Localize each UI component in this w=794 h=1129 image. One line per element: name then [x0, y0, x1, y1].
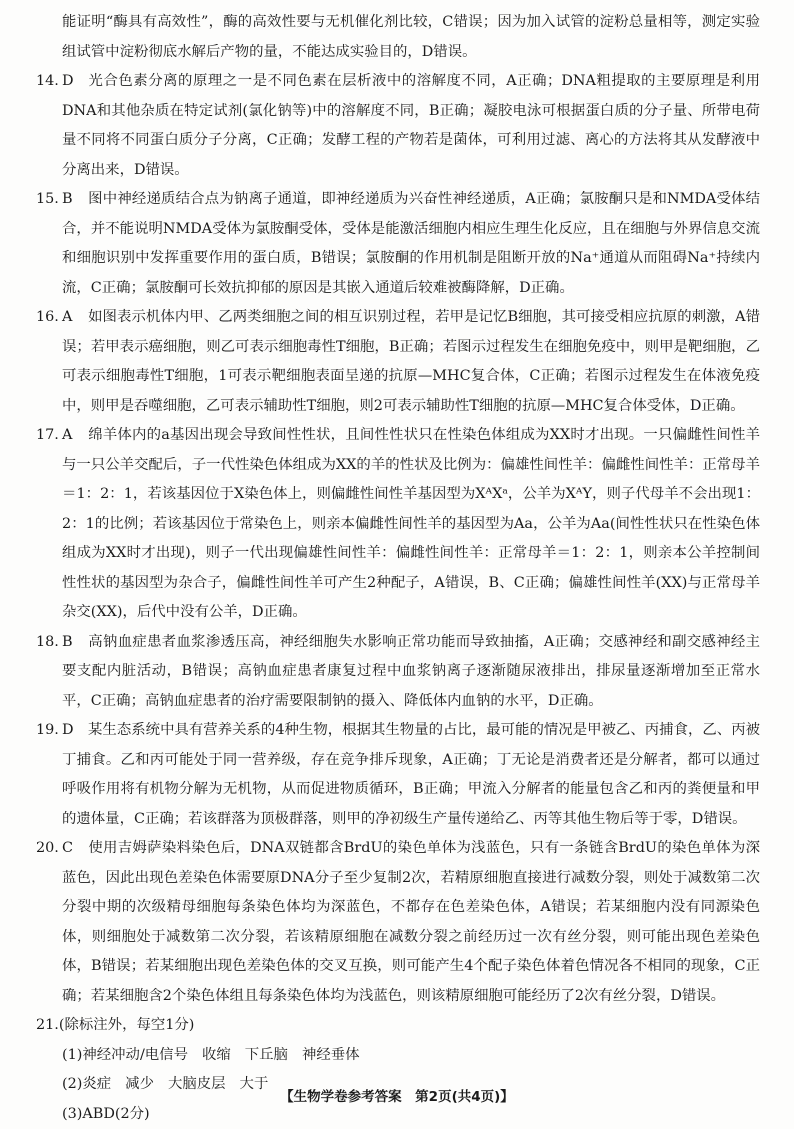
answer-explanation	[62, 185, 760, 303]
answer-explanation	[62, 303, 760, 421]
answer-letter: D	[62, 716, 88, 746]
blank-answer: (2)炎症	[62, 1076, 111, 1092]
answer-item	[0, 303, 794, 421]
answer-item	[0, 185, 794, 303]
answer-item	[0, 716, 794, 834]
blank-answer: 神经垂体	[302, 1047, 360, 1063]
answer-explanation	[62, 421, 760, 628]
answer-explanation	[62, 67, 760, 185]
blank-answer: 收缩	[202, 1047, 231, 1063]
question-number: 14.	[36, 67, 59, 97]
explanation-text: 某生态系统中具有营养关系的4种生物，根据其生物量的占比，最可能的情况是甲被乙、丙捕食，乙、丙被丁捕食。乙和丙可能处于同一营养级，存在竞争排斥现象，A正确；丁无论是消费者还是分解者，都可以通过呼吸作用将有机物分解为无机物，从而促进物质循环，B正确；甲流入分解者的能量包含乙和丙的粪便量和甲的遗体量，C正确；若该群落为顶极群落，则甲的净初级生产量传递给乙、丙等其他生物后等于零，D错误。	[62, 722, 760, 827]
answer-letter: B	[62, 628, 88, 658]
answer-page	[0, 8, 794, 1129]
explanation-text: 图中神经递质结合点为钠离子通道，即神经递质为兴奋性神经递质，A正确；氯胺酮只是和NMDA受体结合，并不能说明NMDA受体为氯胺酮受体，受体是能激活细胞内相应生理生化反应，且在细胞与外界信息交流和细胞识别中发挥重要作用的蛋白质，B错误；氯胺酮的作用机制是阻断开放的Na⁺通道从而阻碍Na⁺持续内流，C正确；氯胺酮可长效抗抑郁的原因是其嵌入通道后较难被酶降解，D正确。	[62, 191, 760, 296]
page-footer: 【生物学卷参考答案 第2页(共4页)】	[0, 1085, 794, 1105]
answer-letter: A	[62, 421, 88, 451]
blank-answer: 减少	[125, 1076, 154, 1092]
answer-explanation	[62, 628, 760, 717]
explanation-text: 高钠血症患者血浆渗透压高，神经细胞失水影响正常功能而导致抽搐，A正确；交感神经和副交感神经主要支配内脏活动，B错误；高钠血症患者康复过程中血浆钠离子逐渐随尿液排出，排尿量逐渐增加至正常水平，C正确；高钠血症患者的治疗需要限制钠的摄入、降低体内血钠的水平，D正确。	[62, 634, 760, 709]
question-number: 18.	[36, 628, 59, 658]
answer-letter: C	[62, 834, 88, 864]
answer-explanation	[62, 834, 760, 1011]
question-21	[0, 1011, 794, 1129]
explanation-text: 光合色素分离的原理之一是不同色素在层析液中的溶解度不同，A正确；DNA粗提取的主要原理是利用DNA和其他杂质在特定试剂(氯化钠等)中的溶解度不同，B正确；凝胶电泳可根据蛋白质的分子量、所带电荷量不同将不同蛋白质分子分离，C正确；发酵工程的产物若是菌体，可利用过滤、离心的方法将其从发酵液中分离出来，D错误。	[62, 73, 760, 178]
question-number: 17.	[36, 421, 59, 451]
question-number: 20.	[36, 834, 59, 864]
question-number: 15.	[36, 185, 59, 215]
blank-answer: 大脑皮层	[168, 1076, 226, 1092]
blank-answer: 下丘脑	[245, 1047, 288, 1063]
continued-paragraph: 能证明“酶具有高效性”，酶的高效性要与无机催化剂比较，C错误；因为加入试管的淀粉总量相等，测定实验组试管中淀粉彻底水解后产物的量，不能达成实验目的，D错误。	[0, 8, 794, 67]
answer-list	[0, 67, 794, 1011]
answer-item	[0, 421, 794, 628]
answer-letter: D	[62, 67, 88, 97]
answer-item	[0, 834, 794, 1011]
explanation-text: 绵羊体内的a基因出现会导致间性性状，且间性性状只在性染色体组成为XX时才出现。一只偏雌性间性羊与一只公羊交配后，子一代性染色体组成为XX的羊的性状及比例为：偏雄性间性羊：偏雌性间性羊：正常母羊＝1：2：1，若该基因位于X染色体上，则偏雌性间性羊基因型为XᴬXᵃ，公羊为XᴬY，则子代母羊不会出现1：2：1的比例；若该基因位于常染色上，则亲本偏雌性间性羊的基因型为Aa，公羊为Aa(间性性状只在性染色体组成为XX时才出现)，则子一代出现偏雄性间性羊：偏雌性间性羊：正常母羊＝1：2：1，则亲本公羊控制间性性状的基因型为杂合子，偏雌性间性羊可产生2种配子，A错误，B、C正确；偏雄性间性羊(XX)与正常母羊杂交(XX)，后代中没有公羊，D正确。	[62, 427, 760, 620]
answer-explanation	[62, 716, 760, 834]
question-number: 19.	[36, 716, 59, 746]
blank-answer: 大于	[240, 1076, 269, 1092]
blank-answer: (1)神经冲动/电信号	[62, 1047, 188, 1063]
answer-letter: A	[62, 303, 88, 333]
question-number: 16.	[36, 303, 59, 333]
answer-letter: B	[62, 185, 88, 215]
q21-header: 21.(除标注外，每空1分)	[0, 1011, 794, 1041]
explanation-text: 如图表示机体内甲、乙两类细胞之间的相互识别过程，若甲是记忆B细胞，其可接受相应抗原的刺激，A错误；若甲表示癌细胞，则乙可表示细胞毒性T细胞，B正确；若图示过程发生在细胞免疫中，则甲是靶细胞，乙可表示细胞毒性T细胞，1可表示靶细胞表面呈递的抗原—MHC复合体，C正确；若图示过程发生在体液免疫中，则甲是吞噬细胞，乙可表示辅助性T细胞，则2可表示辅助性T细胞的抗原—MHC复合体受体，D正确。	[62, 309, 760, 414]
answer-item	[0, 67, 794, 185]
blank-answer: (3)ABD(2分)	[62, 1106, 150, 1122]
q21-line	[0, 1041, 794, 1071]
explanation-text: 使用吉姆萨染料染色后，DNA双链都含BrdU的染色单体为浅蓝色，只有一条链含BrdU的染色单体为深蓝色，因此出现色差染色体需要原DNA分子至少复制2次，若精原细胞直接进行减数分裂，则处于减数第二次分裂中期的次级精母细胞每条染色体均为深蓝色，不都存在色差染色体，A错误；若某细胞内没有同源染色体，则细胞处于减数第二次分裂，若该精原细胞在减数分裂之前经历过一次有丝分裂，则可能出现色差染色体，B错误；若某细胞出现色差染色体的交叉互换，则可能产生4个配子染色体着色情况各不相同的现象，C正确；若某细胞含2个染色体组且每条染色体均为浅蓝色，则该精原细胞可能经历了2次有丝分裂，D错误。	[62, 840, 760, 1004]
answer-item	[0, 628, 794, 717]
